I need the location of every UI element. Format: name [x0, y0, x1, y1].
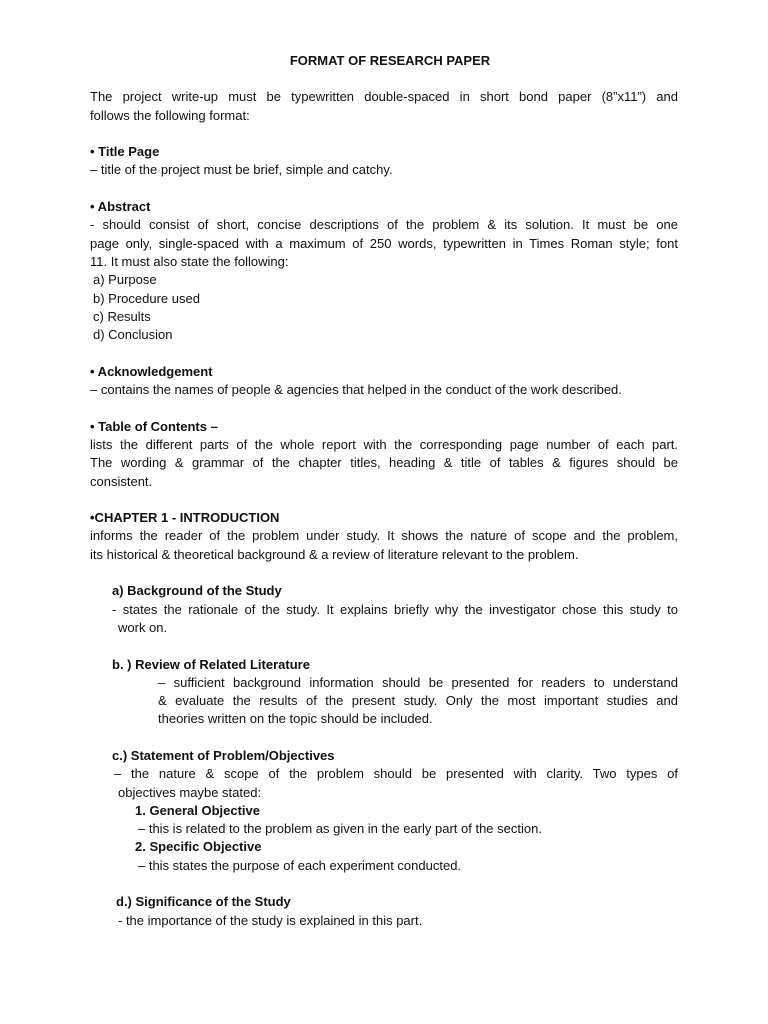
abstract-item-results: c) Results: [93, 308, 151, 324]
title-page-body: – title of the project must be brief, simple and catchy.: [90, 162, 393, 178]
general-objective-body: – this is related to the problem as given in the early part of the section.: [138, 821, 542, 837]
section-d-body: - the importance of the study is explained in this part.: [118, 912, 423, 928]
abstract-item-purpose: a) Purpose: [93, 272, 157, 288]
chapter1-line-1: informs the reader of the problem under study. It shows the nature of scope and the problem,: [90, 528, 678, 544]
acknowledgement-body: – contains the names of people & agencies that helped in the conduct of the work described.: [90, 382, 622, 398]
toc-heading: • Table of Contents –: [90, 418, 218, 434]
section-a-heading: a) Background of the Study: [112, 583, 282, 599]
section-c-line-2: objectives maybe stated:: [118, 784, 262, 800]
toc-line-3: consistent.: [90, 473, 153, 489]
chapter1-heading: •CHAPTER 1 - INTRODUCTION: [90, 510, 280, 526]
section-c-heading: c.) Statement of Problem/Objectives: [112, 747, 335, 763]
intro-line-2: follows the following format:: [90, 107, 250, 123]
title-page-heading: • Title Page: [90, 144, 160, 160]
acknowledgement-heading: • Acknowledgement: [90, 363, 213, 379]
abstract-item-procedure: b) Procedure used: [93, 290, 200, 306]
intro-line-1: The project write-up must be typewritten double-spaced in short bond paper (8”x11”) and: [90, 89, 678, 105]
chapter1-line-2: its historical & theoretical background & a review of literature relevant to the problem.: [90, 546, 579, 562]
section-d-heading: d.) Significance of the Study: [116, 894, 291, 910]
abstract-line-3: 11. It must also state the following:: [90, 253, 289, 269]
section-a-line-2: work on.: [118, 619, 168, 635]
document-page: [90, 52, 678, 930]
specific-objective-body: – this states the purpose of each experiment conducted.: [138, 857, 462, 873]
toc-line-2: The wording & grammar of the chapter titles, heading & title of tables & figures should be: [90, 455, 678, 471]
section-b-line-3: theories written on the topic should be included.: [158, 711, 433, 727]
section-c-line-1: – the nature & scope of the problem should be presented with clarity. Two types of: [114, 766, 678, 782]
toc-line-1: lists the different parts of the whole report with the corresponding page number of each part.: [90, 436, 678, 452]
abstract-line-1: - should consist of short, concise descriptions of the problem & its solution. It must be one: [90, 217, 678, 233]
abstract-line-2: page only, single-spaced with a maximum of 250 words, typewritten in Times Roman style; font: [90, 235, 678, 251]
section-b-line-2: & evaluate the results of the present study. Only the most important studies and: [158, 693, 678, 709]
specific-objective-heading: 2. Specific Objective: [135, 839, 262, 855]
section-b-heading: b. ) Review of Related Literature: [112, 656, 310, 672]
abstract-item-conclusion: d) Conclusion: [93, 327, 173, 343]
section-a-line-1: - states the rationale of the study. It explains briefly why the investigator chose this study to: [112, 601, 678, 617]
abstract-heading: • Abstract: [90, 199, 151, 215]
section-b-line-1: – sufficient background information should be presented for readers to understand: [158, 674, 678, 690]
document-title: FORMAT OF RESEARCH PAPER: [289, 53, 491, 68]
general-objective-heading: 1. General Objective: [135, 802, 261, 818]
